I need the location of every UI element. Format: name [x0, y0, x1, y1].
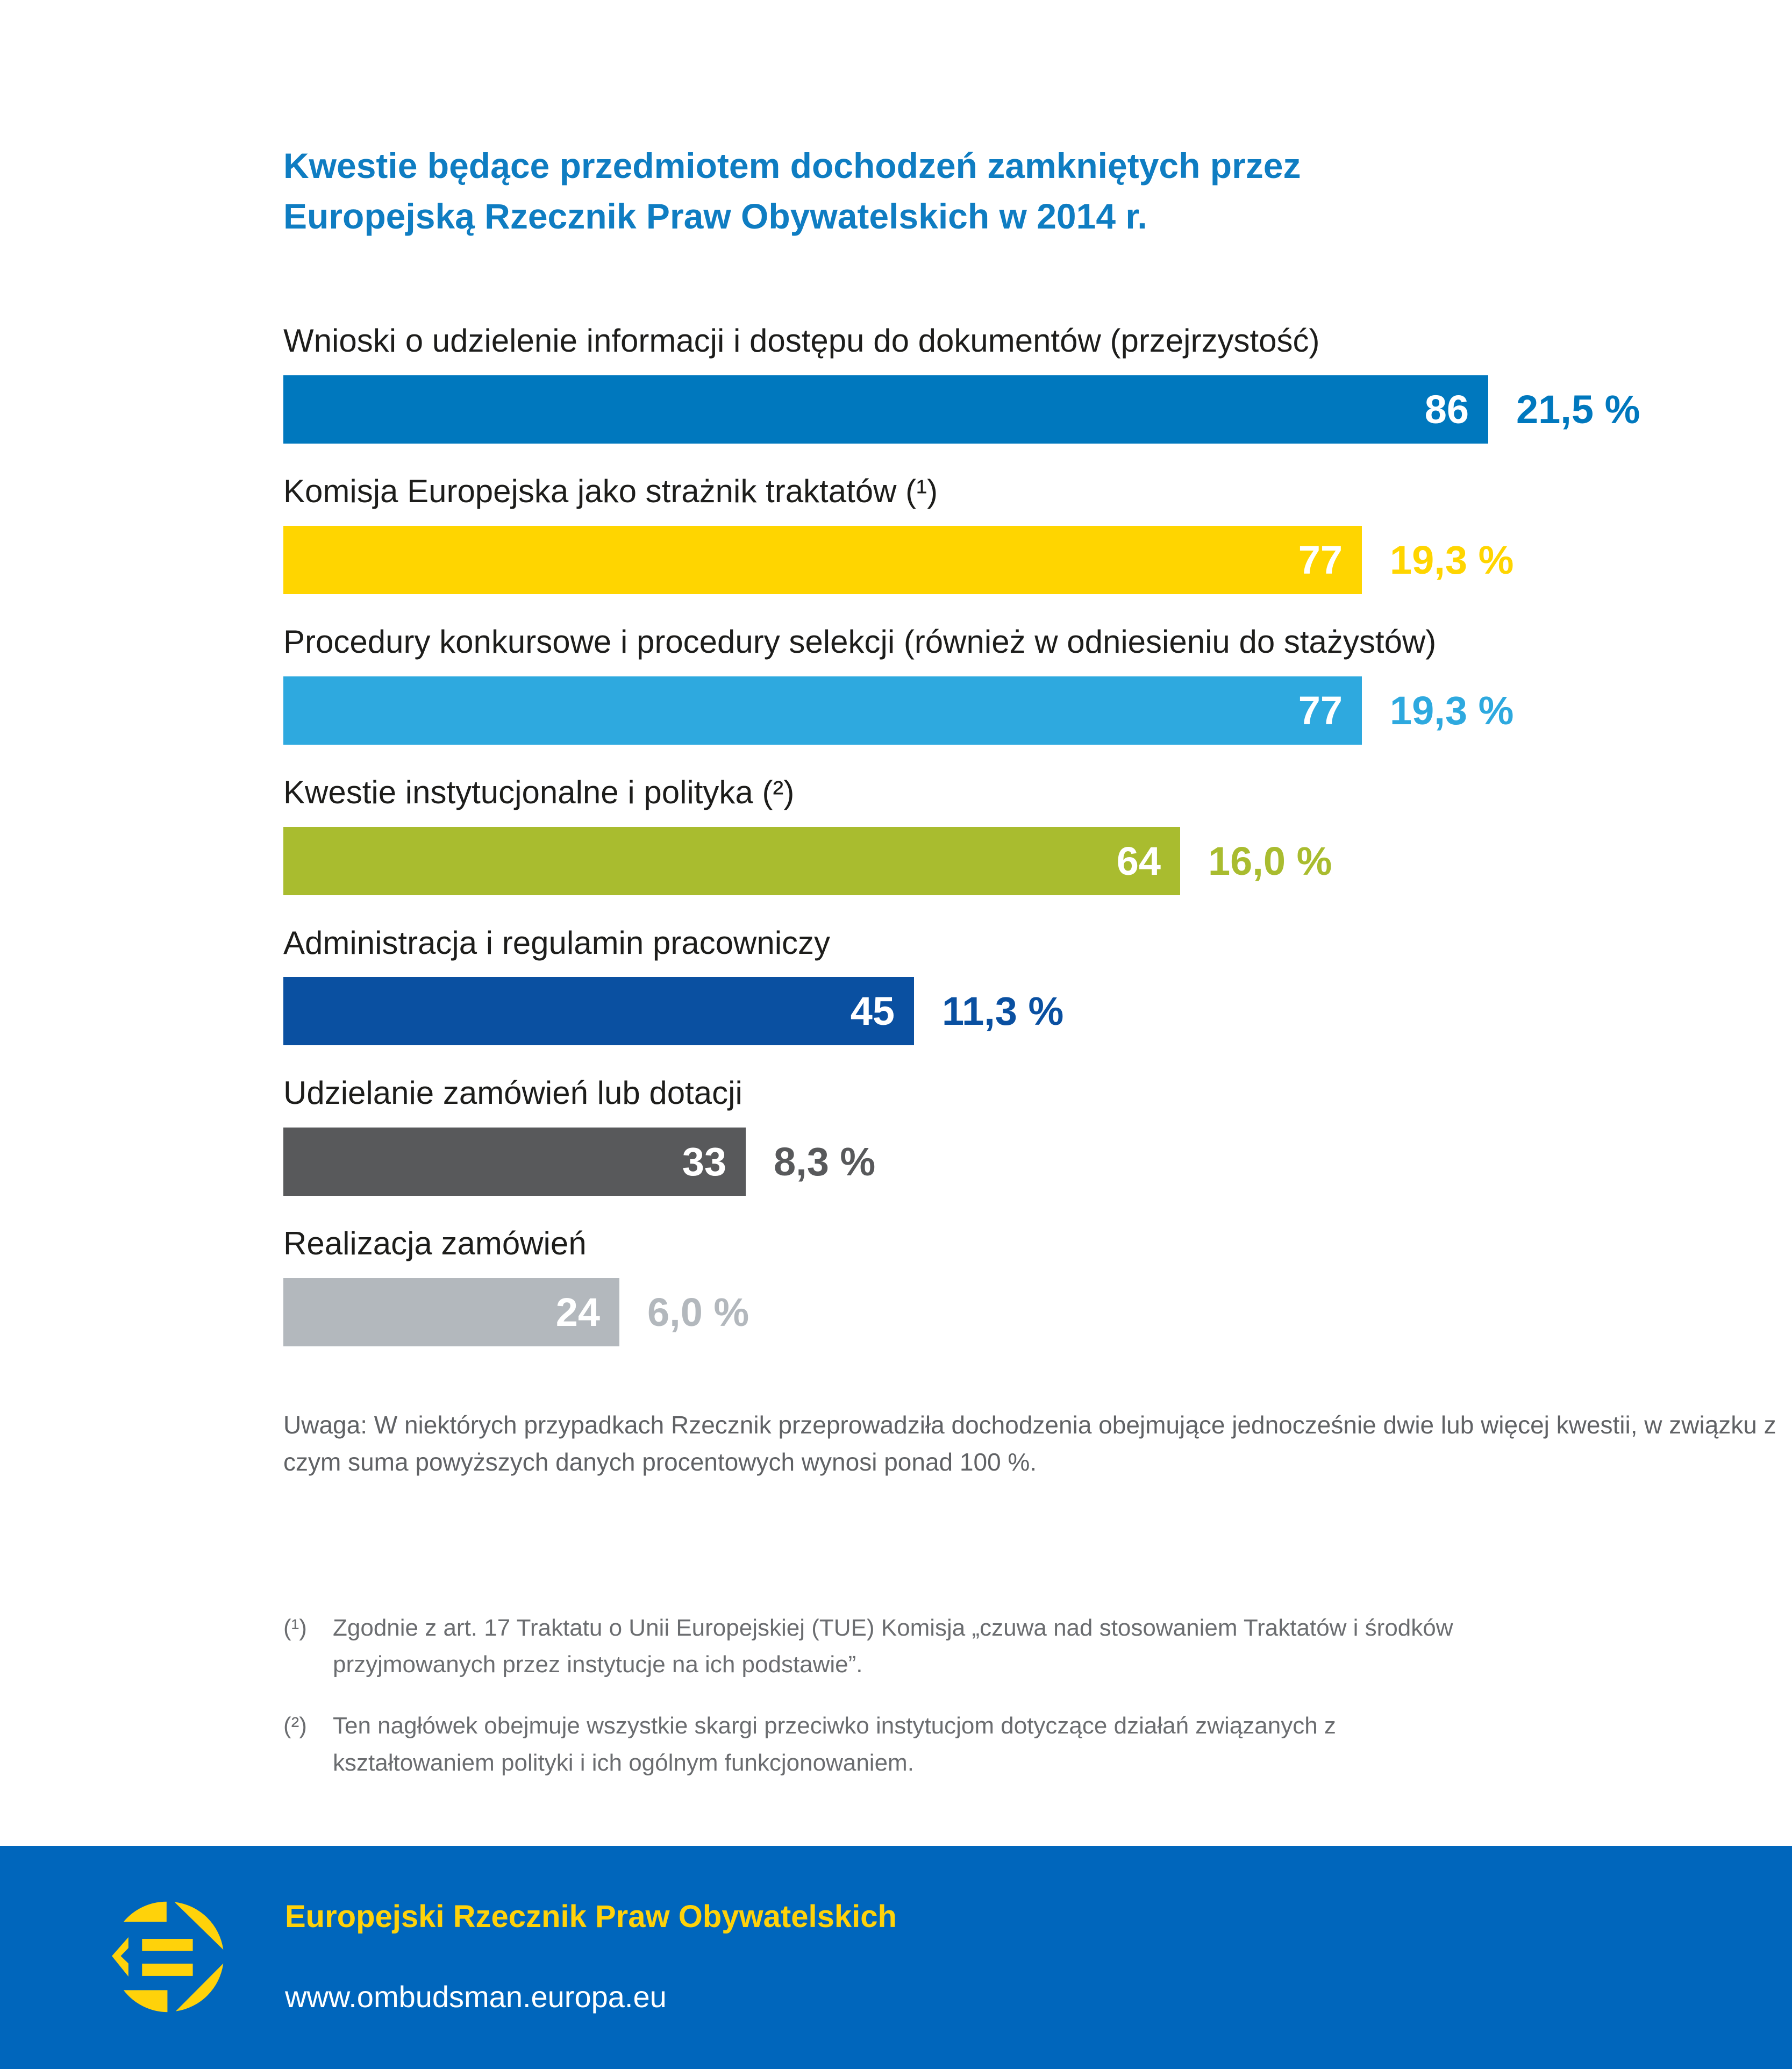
bar — [283, 827, 1180, 895]
bar-value-label: 77 — [1298, 538, 1343, 583]
footer-banner — [0, 1846, 1792, 2069]
bar-row — [283, 526, 1792, 594]
bar-label: Wnioski o udzielenie informacji i dostępu do dokumentów (przejrzystość) — [283, 323, 1320, 359]
bar-row — [283, 1128, 1792, 1196]
bar-group — [283, 623, 1792, 745]
european-ombudsman-logo-icon — [111, 1901, 225, 2015]
bar — [283, 526, 1362, 594]
bar-label: Realizacja zamówień — [283, 1225, 587, 1262]
bar-percent-label: 19,3 % — [1390, 688, 1514, 733]
footnote — [283, 1610, 1792, 1683]
bar-value-label: 33 — [682, 1139, 726, 1185]
footnotes — [283, 1610, 1792, 1781]
bar-value-label: 86 — [1424, 387, 1469, 432]
bar-group — [283, 473, 1792, 594]
content-area — [283, 141, 1792, 1806]
bar-group — [283, 322, 1792, 444]
chart-note: Uwaga: W niektórych przypadkach Rzecznik przeprowadziła dochodzenia obejmujące jednocześnie dwie lub więcej kwestii, w związku z czym suma powyższych danych procentowych wynosi ponad 100 %. — [283, 1411, 1776, 1476]
bar-row — [283, 977, 1792, 1045]
bar — [283, 1278, 619, 1346]
bar-label: Administracja i regulamin pracowniczy — [283, 924, 831, 961]
bar-group — [283, 1074, 1792, 1196]
bar-percent-label: 16,0 % — [1208, 838, 1332, 883]
bar — [283, 1128, 746, 1196]
bar-row — [283, 827, 1792, 895]
footer-organization-name: Europejski Rzecznik Praw Obywatelskich — [285, 1899, 897, 1934]
footnote-text: Zgodnie z art. 17 Traktatu o Unii Europejskiej (TUE) Komisja „czuwa nad stosowaniem Traktatów i środków przyjmowanych przez instytucje na ich podstawie”. — [333, 1615, 1453, 1678]
bar-value-label: 45 — [850, 989, 895, 1034]
bar-percent-label: 6,0 % — [647, 1290, 749, 1335]
page-title-line1: Kwestie będące przedmiotem dochodzeń zamkniętych przez — [283, 146, 1301, 186]
bar-percent-label: 8,3 % — [774, 1139, 876, 1185]
bar-row — [283, 1278, 1792, 1346]
bar — [283, 676, 1362, 745]
footnote-text: Ten nagłówek obejmuje wszystkie skargi przeciwko instytucjom dotyczące działań związanych z kształtowaniem polityki i ich ogólnym funkcjonowaniem. — [333, 1713, 1336, 1776]
footnote-marker: (¹) — [283, 1615, 307, 1642]
bar-label: Komisja Europejska jako strażnik traktatów (¹) — [283, 473, 938, 510]
bar-percent-label: 19,3 % — [1390, 538, 1514, 583]
bar-value-label: 64 — [1116, 838, 1161, 883]
bar — [283, 977, 914, 1045]
bar-percent-label: 11,3 % — [942, 989, 1064, 1034]
footnote — [283, 1708, 1792, 1781]
page-title — [283, 141, 1792, 241]
bar-label: Kwestie instytucjonalne i polityka (²) — [283, 774, 795, 810]
footer-website-url[interactable]: www.ombudsman.europa.eu — [285, 1980, 667, 2014]
bar-label: Udzielanie zamówień lub dotacji — [283, 1075, 742, 1111]
bar-group — [283, 774, 1792, 895]
bar-percent-label: 21,5 % — [1516, 387, 1640, 432]
bar-row — [283, 676, 1792, 745]
bar-row — [283, 375, 1792, 444]
bar-value-label: 77 — [1298, 688, 1343, 733]
bar-group — [283, 924, 1792, 1046]
footnote-marker: (²) — [283, 1713, 307, 1739]
bar-value-label: 24 — [555, 1290, 600, 1335]
page-title-line2: Europejską Rzecznik Praw Obywatelskich w 2014 r. — [283, 196, 1147, 236]
bar-chart — [283, 322, 1792, 1346]
bar-group — [283, 1225, 1792, 1346]
bar — [283, 375, 1488, 444]
bar-label: Procedury konkursowe i procedury selekcji (również w odniesieniu do stażystów) — [283, 624, 1437, 660]
